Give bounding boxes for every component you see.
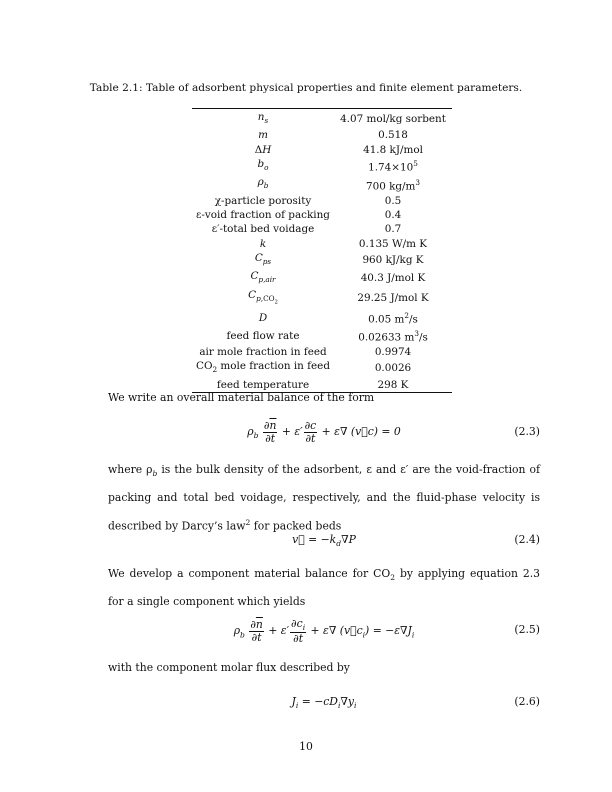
param-name: k: [259, 237, 267, 250]
table-row: [192, 194, 452, 208]
param-value: 298 K: [377, 378, 409, 391]
footnote-mark: 2: [245, 517, 251, 527]
param-value: 0.5: [384, 194, 402, 207]
equation-body: $\rho_b$ $\frac{\partial\overline{n}}{\partial t}$ + ε′ $\frac{\partial c}{\partial t}$ + ε∇ (v⃗c) = 0: [247, 419, 401, 445]
table-row: [192, 309, 452, 327]
equation-body: $\rho_b$ $\frac{\partial\overline{n}}{\partial t}$ + ε′ $\frac{\partial c_i}{\partial t}$ + ε∇ $(v⃗c_i) = -\varepsilon\nabla J_i$: [233, 617, 415, 646]
table-row: [192, 175, 452, 193]
param-value: $1.74\times 10^5$: [368, 159, 418, 174]
param-name: m: [258, 129, 268, 142]
text-fragment: is the bulk density of the adsorbent, ε and ε′ are the void-fraction of packing and total bed voidage, respectively, and the fluid-phase velocity is described by Darcy’s law: [108, 463, 540, 533]
table-row: [192, 327, 452, 345]
param-value: 41.8 kJ/mol: [363, 143, 423, 156]
param-name: $b_o$: [257, 157, 269, 173]
text-fragment: where ρ: [108, 463, 153, 476]
table-row: [192, 251, 452, 269]
table-row: [192, 208, 452, 222]
equation-body: $J_i = -cD_i\nabla y_i$: [291, 695, 357, 711]
page-number: 10: [299, 740, 313, 753]
table-row: [192, 109, 452, 129]
param-value: 0.518: [378, 129, 408, 142]
param-value: 40.3 J/mol K: [360, 272, 426, 285]
equation-number: (2.4): [514, 533, 540, 546]
table-row: [192, 345, 452, 359]
param-value: 0.9974: [374, 346, 412, 359]
param-value: 0.135 W/m K: [358, 237, 428, 250]
param-value: 4.07 mol/kg sorbent: [340, 113, 446, 126]
equation-2-3: [108, 420, 540, 444]
table-row: [192, 157, 452, 175]
param-name: feed temperature: [216, 378, 310, 391]
param-name: χ-particle porosity: [214, 194, 312, 207]
equation-tail: + ε∇ (v⃗c) = 0: [321, 425, 401, 438]
param-name: ΔH: [254, 143, 272, 156]
table-row: [192, 222, 452, 236]
param-value: 29.25 J/mol K: [357, 292, 429, 305]
param-name: feed flow rate: [226, 329, 300, 342]
param-name: air mole fraction in feed: [199, 346, 327, 359]
param-name: D: [258, 312, 268, 325]
table-row: [192, 128, 452, 142]
equation-body: v⃗ = $-k_d\nabla P$: [292, 533, 356, 549]
equation-2-6: [108, 690, 540, 714]
param-value: 0.05 $m^2/s$: [368, 311, 418, 326]
paragraph-molar-flux: with the component molar flux described by: [108, 661, 350, 674]
table-row: [192, 237, 452, 251]
table-caption: Table 2.1: Table of adsorbent physical properties and finite element parameters.: [89, 82, 523, 94]
param-value: 0.7: [384, 223, 402, 236]
param-value: 960 kJ/kg K: [362, 253, 424, 266]
param-name: $CO_2$ mole fraction in feed: [196, 360, 330, 375]
table-row: [192, 359, 452, 377]
table-row: [192, 288, 452, 310]
param-name: $C_{ps}$: [254, 251, 272, 266]
equation-number: (2.6): [514, 695, 540, 708]
param-name: $\rho_b$: [257, 176, 269, 191]
equation-2-5: [108, 617, 540, 646]
equation-number: (2.3): [514, 425, 540, 438]
parameters-table: [192, 108, 452, 393]
param-name: ε-void fraction of packing: [196, 209, 330, 222]
fraction: $\frac{\partial\overline{n}}{\partial t}$: [263, 419, 277, 445]
paragraph-material-balance: We write an overall material balance of the form: [108, 391, 375, 404]
param-value: 0.4: [384, 209, 402, 222]
param-name: $C_{p,CO_2}$: [248, 288, 278, 306]
fraction: $\frac{\partial\overline{n}}{\partial t}$: [250, 618, 263, 644]
param-value: 700 $kg/m^3$: [365, 177, 421, 193]
param-name: $n_s$: [257, 111, 269, 126]
param-value: 0.0026: [374, 362, 412, 375]
equation-number: (2.5): [514, 623, 540, 636]
fraction: $\frac{\partial c_i}{\partial t}$: [291, 617, 306, 646]
paragraph-component-balance: We develop a component material balance for $CO_2$ by applying equation 2.3 for a single component which yields: [108, 567, 540, 609]
param-name: $C_{p,air}$: [250, 270, 276, 285]
param-name: ε′-total bed voidage: [211, 223, 315, 236]
table-row: [192, 143, 452, 157]
table-row: [192, 269, 452, 287]
fraction: $\frac{\partial c}{\partial t}$: [304, 419, 317, 445]
equation-2-4: [108, 528, 540, 552]
paragraph-bulk-density: where $\rho_b$ is the bulk density of the adsorbent, ε and ε′ are the void-fraction of packing and total bed voidage, respectively, and the fluid-phase velocity is described by Darcy’s law$^2$ for packed beds: [108, 463, 540, 533]
text-fragment: for packed beds: [250, 519, 342, 533]
param-value: 0.02633 $m^3/s$: [358, 329, 428, 344]
